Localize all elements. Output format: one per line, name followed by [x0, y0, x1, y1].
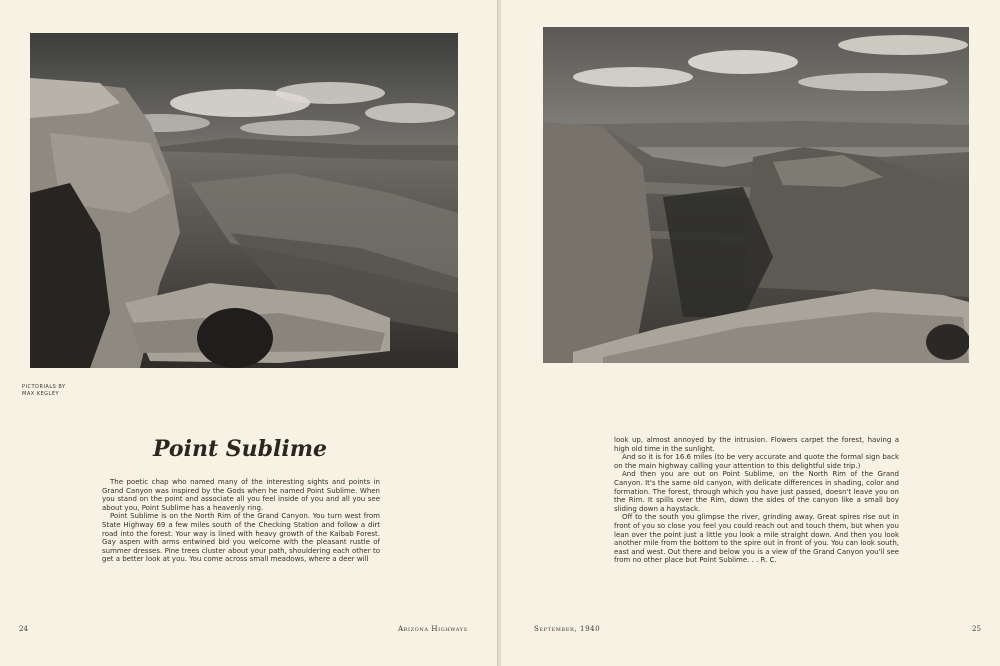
issue-date: September, 1940 [534, 625, 601, 633]
article-title: Point Sublime [152, 436, 328, 462]
photo-credit [22, 384, 66, 398]
paragraph: The poetic chap who named many of the interesting sights and points in Grand Canyon was inspired by the Gods when he named Point Sublime. When you stand on the point and associate all you feel inside of you and all you see about you, Point Sublime has a heavenly ring. [102, 478, 380, 512]
canyon-photo-right-image [543, 27, 969, 363]
photo-credit-line-1: PICTORIALS BY [22, 384, 66, 390]
page-number-right: 25 [972, 625, 981, 633]
magazine-name: Arizona Highways [398, 625, 468, 633]
canyon-photo-right [543, 27, 969, 363]
paragraph: And then you are out on Point Sublime, on the North Rim of the Grand Canyon. It's the same old canyon, with delicate differences in shading, color and formation. The forest, through which you have just passed, doesn't leave you on the Rim. It spills over the Rim, down the sides of the canyon like a small boy sliding down a haystack. [614, 470, 899, 513]
canyon-photo-left [30, 33, 458, 368]
right-page [501, 0, 1000, 666]
paragraph: look up, almost annoyed by the intrusion. Flowers carpet the forest, having a high old time in the sunlight. [614, 436, 899, 453]
page-number-left: 24 [19, 625, 28, 633]
paragraph: And so it is for 16.6 miles (to be very accurate and quote the formal sign back on the main highway calling your attention to this delightful side trip.) [614, 453, 899, 470]
article-body-left [102, 478, 380, 564]
paragraph: Off to the south you glimpse the river, grinding away. Great spires rise out in front of you so close you feel you could reach out and touch them, but when you lean over the point just a little you look a mile straight down. And then you look another mile from the bottom to the spire out in front of you. You can look south, east and west. Out there and below you is a view of the Grand Canyon you'll see from no other place but Point Sublime. . . R. C. [614, 513, 899, 565]
left-page [0, 0, 498, 666]
photo-credit-line-2: MAX KEGLEY [22, 391, 60, 397]
canyon-photo-left-image [30, 33, 458, 368]
paragraph: Point Sublime is on the North Rim of the Grand Canyon. You turn west from State Highway 69 a few miles south of the Checking Station and follow a dirt road into the forest. Your way is lined with heavy growth of the Kaibab Forest. Gay aspen with arms entwined bid you welcome with the pleasant rustle of summer dresses. Pine trees cluster about your path, shouldering each other to get a better look at you. You come across small meadows, where a deer will [102, 512, 380, 564]
article-body-right [614, 436, 899, 565]
